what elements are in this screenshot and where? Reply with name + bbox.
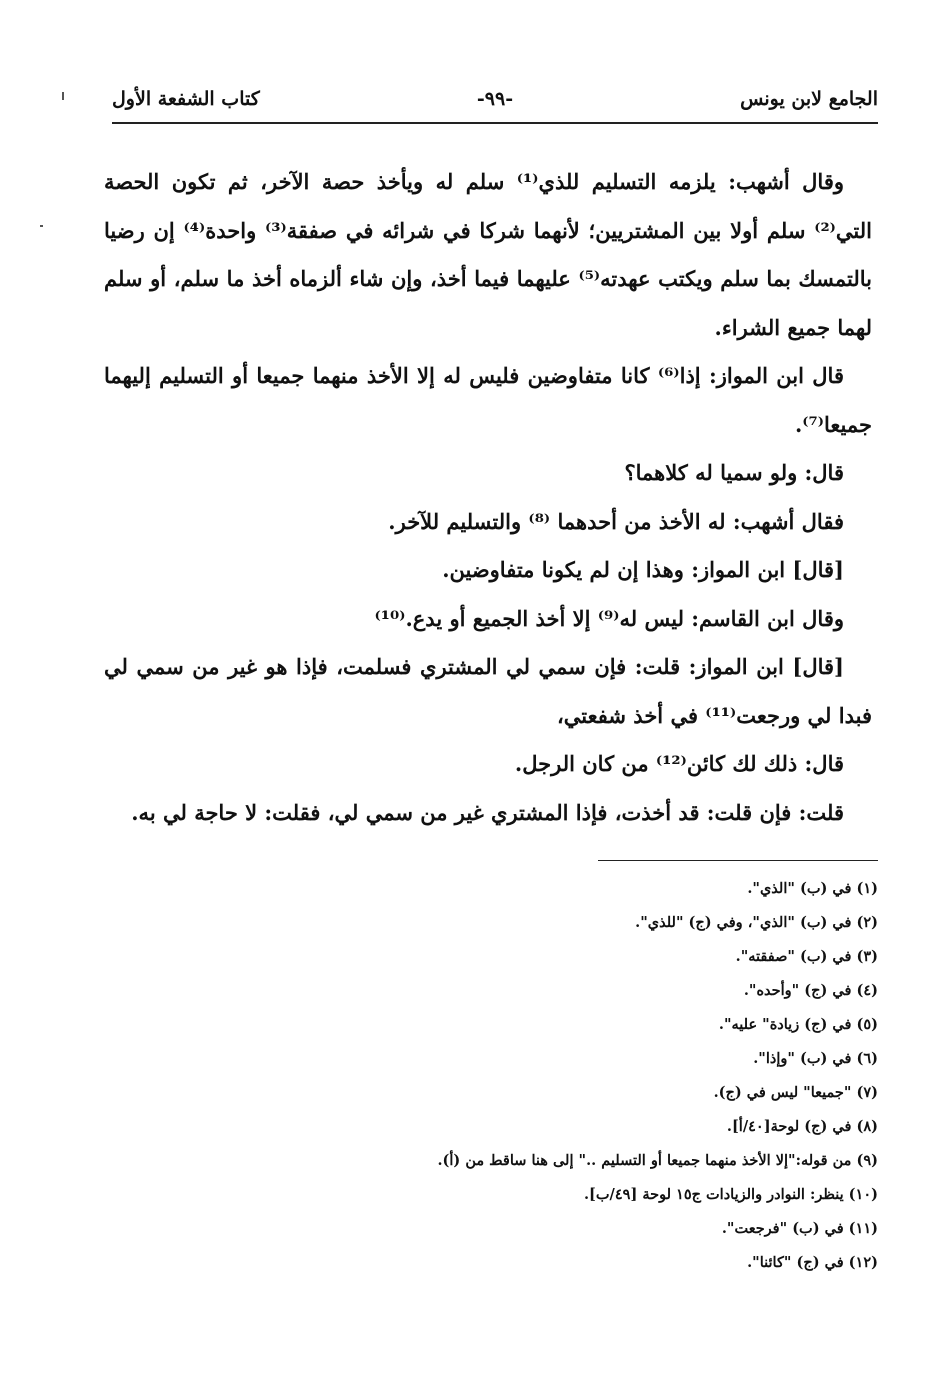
header-chapter-title: كتاب الشفعة الأول <box>112 88 260 110</box>
header-rule <box>112 122 878 124</box>
paragraph: [قال] ابن المواز: قلت: فإن سمي لي المشتري فسلمت، فإذا هو غير من سمي لي فبدا لي ورجعت⁽¹¹⁾ في أخذ شفعتي، <box>104 654 872 728</box>
running-header <box>112 88 878 118</box>
paragraph: قال: ذلك لك كائن⁽¹²⁾ من كان الرجل. <box>514 751 844 776</box>
header-book-title: الجامع لابن يونس <box>740 88 878 110</box>
footnote: (٨) في (ج) لوحة[٤٠/أ]. <box>726 1118 878 1135</box>
page-number: -٩٩- <box>476 88 514 110</box>
scan-speck <box>62 92 64 100</box>
paragraph: وقال ابن القاسم: ليس له⁽⁹⁾ إلا أخذ الجميع أو يدع.⁽¹⁰⁾ <box>374 605 844 631</box>
paragraph: [قال] ابن المواز: وهذا إن لم يكونا متفاوضين. <box>442 557 844 582</box>
paragraph: قال: ولو سميا له كلاهما؟ <box>624 460 844 485</box>
footnotes <box>350 872 878 1280</box>
footnote: (١٠) ينظر: النوادر والزيادات ج١٥ لوحة [٤٩/ب]. <box>584 1186 878 1203</box>
footnote: (٢) في (ب) "الذي"، وفي (ج) "للذي". <box>635 914 878 931</box>
footnote: (١٢) في (ج) "كائنا". <box>747 1254 878 1271</box>
main-text <box>104 158 872 837</box>
footnote: (٦) في (ب) "وإذا". <box>753 1050 878 1067</box>
footnote: (١١) في (ب) "فرجعت". <box>721 1220 878 1237</box>
footnote: (٤) في (ج) "وأحده". <box>743 982 878 999</box>
footnote: (٥) في (ج) زيادة" عليه". <box>718 1016 878 1033</box>
scan-speck <box>40 225 43 227</box>
footnote-separator <box>598 860 878 861</box>
footnote: (٣) في (ب) "صفقته". <box>735 948 878 965</box>
footnote: (٩) من قوله:"إلا الأخذ منهما جميعا أو التسليم .." إلى هنا ساقط من (أ). <box>437 1152 878 1169</box>
footnote: (١) في (ب) "الذي". <box>747 880 878 897</box>
footnote: (٧) "جميعا" ليس في (ج). <box>713 1084 878 1101</box>
paragraph: قال ابن المواز: إذا⁽⁶⁾ كانا متفاوضين فليس له إلا الأخذ منهما جميعا أو التسليم إليهما جميعا⁽⁷⁾. <box>104 363 872 437</box>
paragraph: فقال أشهب: له الأخذ من أحدهما ⁽⁸⁾ والتسليم للآخر. <box>388 508 844 534</box>
paragraph: وقال أشهب: يلزمه التسليم للذي⁽¹⁾ سلم له ويأخذ حصة الآخر، ثم تكون الحصة التي⁽²⁾ سلم أولا بين المشتريين؛ لأنهما شركا في شرائه في صفقة⁽³⁾ واحدة⁽⁴⁾ إن رضيا بالتمسك بما سلم ويكتب عهدته⁽⁵⁾ عليهما فيما أخذ، وإن شاء ألزماه أخذ ما سلم، أو سلم لهما جميع الشراء. <box>104 169 872 340</box>
paragraph: قلت: فإن قلت: قد أخذت، فإذا المشتري غير من سمي لي، فقلت: لا حاجة لي به. <box>131 799 844 825</box>
